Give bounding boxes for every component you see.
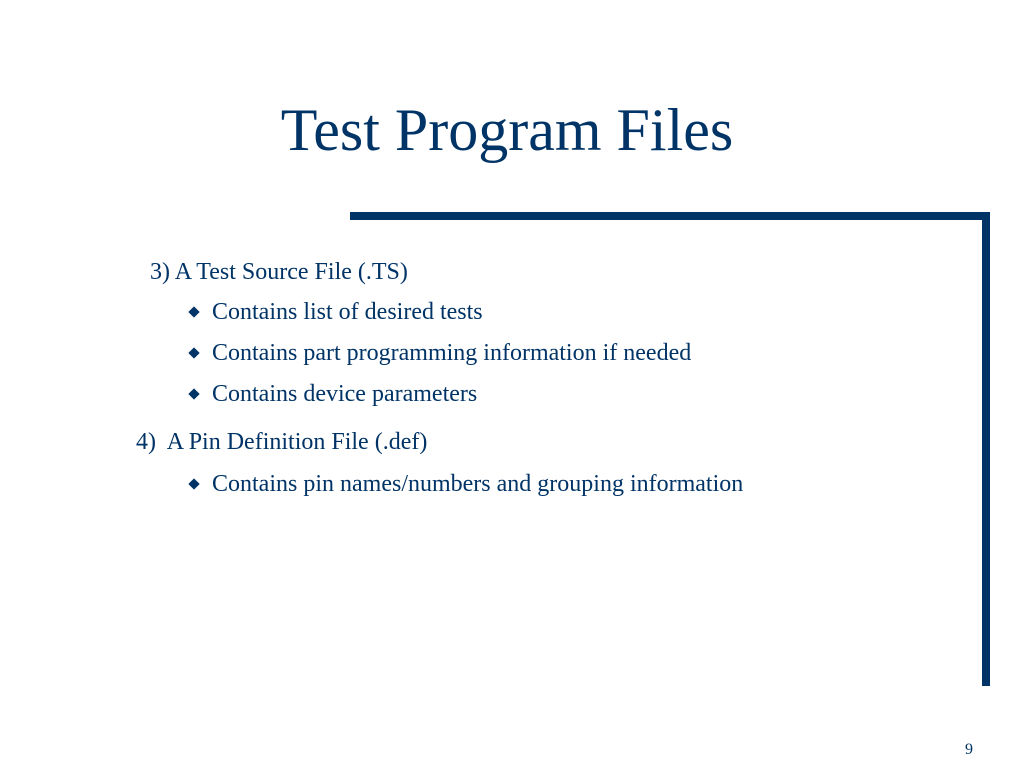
bullet-item (190, 380, 477, 408)
numbered-item-3 (150, 258, 408, 286)
bullet-item (190, 298, 483, 326)
diamond-bullet-icon (188, 306, 199, 317)
item-label: A Test Source File (.TS) (174, 259, 408, 285)
bullet-text: Contains device parameters (212, 381, 478, 407)
item-number: 3) (150, 259, 170, 285)
bullet-item (190, 470, 743, 498)
bullet-text: Contains part programming information if needed (212, 340, 692, 366)
bullet-item (190, 339, 691, 367)
diamond-bullet-icon (188, 347, 199, 358)
slide-title: Test Program Files (280, 97, 734, 163)
bullet-text: Contains pin names/numbers and grouping information (212, 471, 744, 497)
frame-right-bar (982, 212, 990, 686)
frame-top-bar (350, 212, 990, 220)
diamond-bullet-icon (188, 478, 199, 489)
page-number: 9 (965, 741, 973, 758)
item-number: 4) (136, 429, 156, 455)
bullet-text: Contains list of desired tests (212, 299, 483, 325)
numbered-item-4 (136, 428, 427, 456)
item-label: A Pin Definition File (.def) (166, 429, 428, 455)
diamond-bullet-icon (188, 388, 199, 399)
